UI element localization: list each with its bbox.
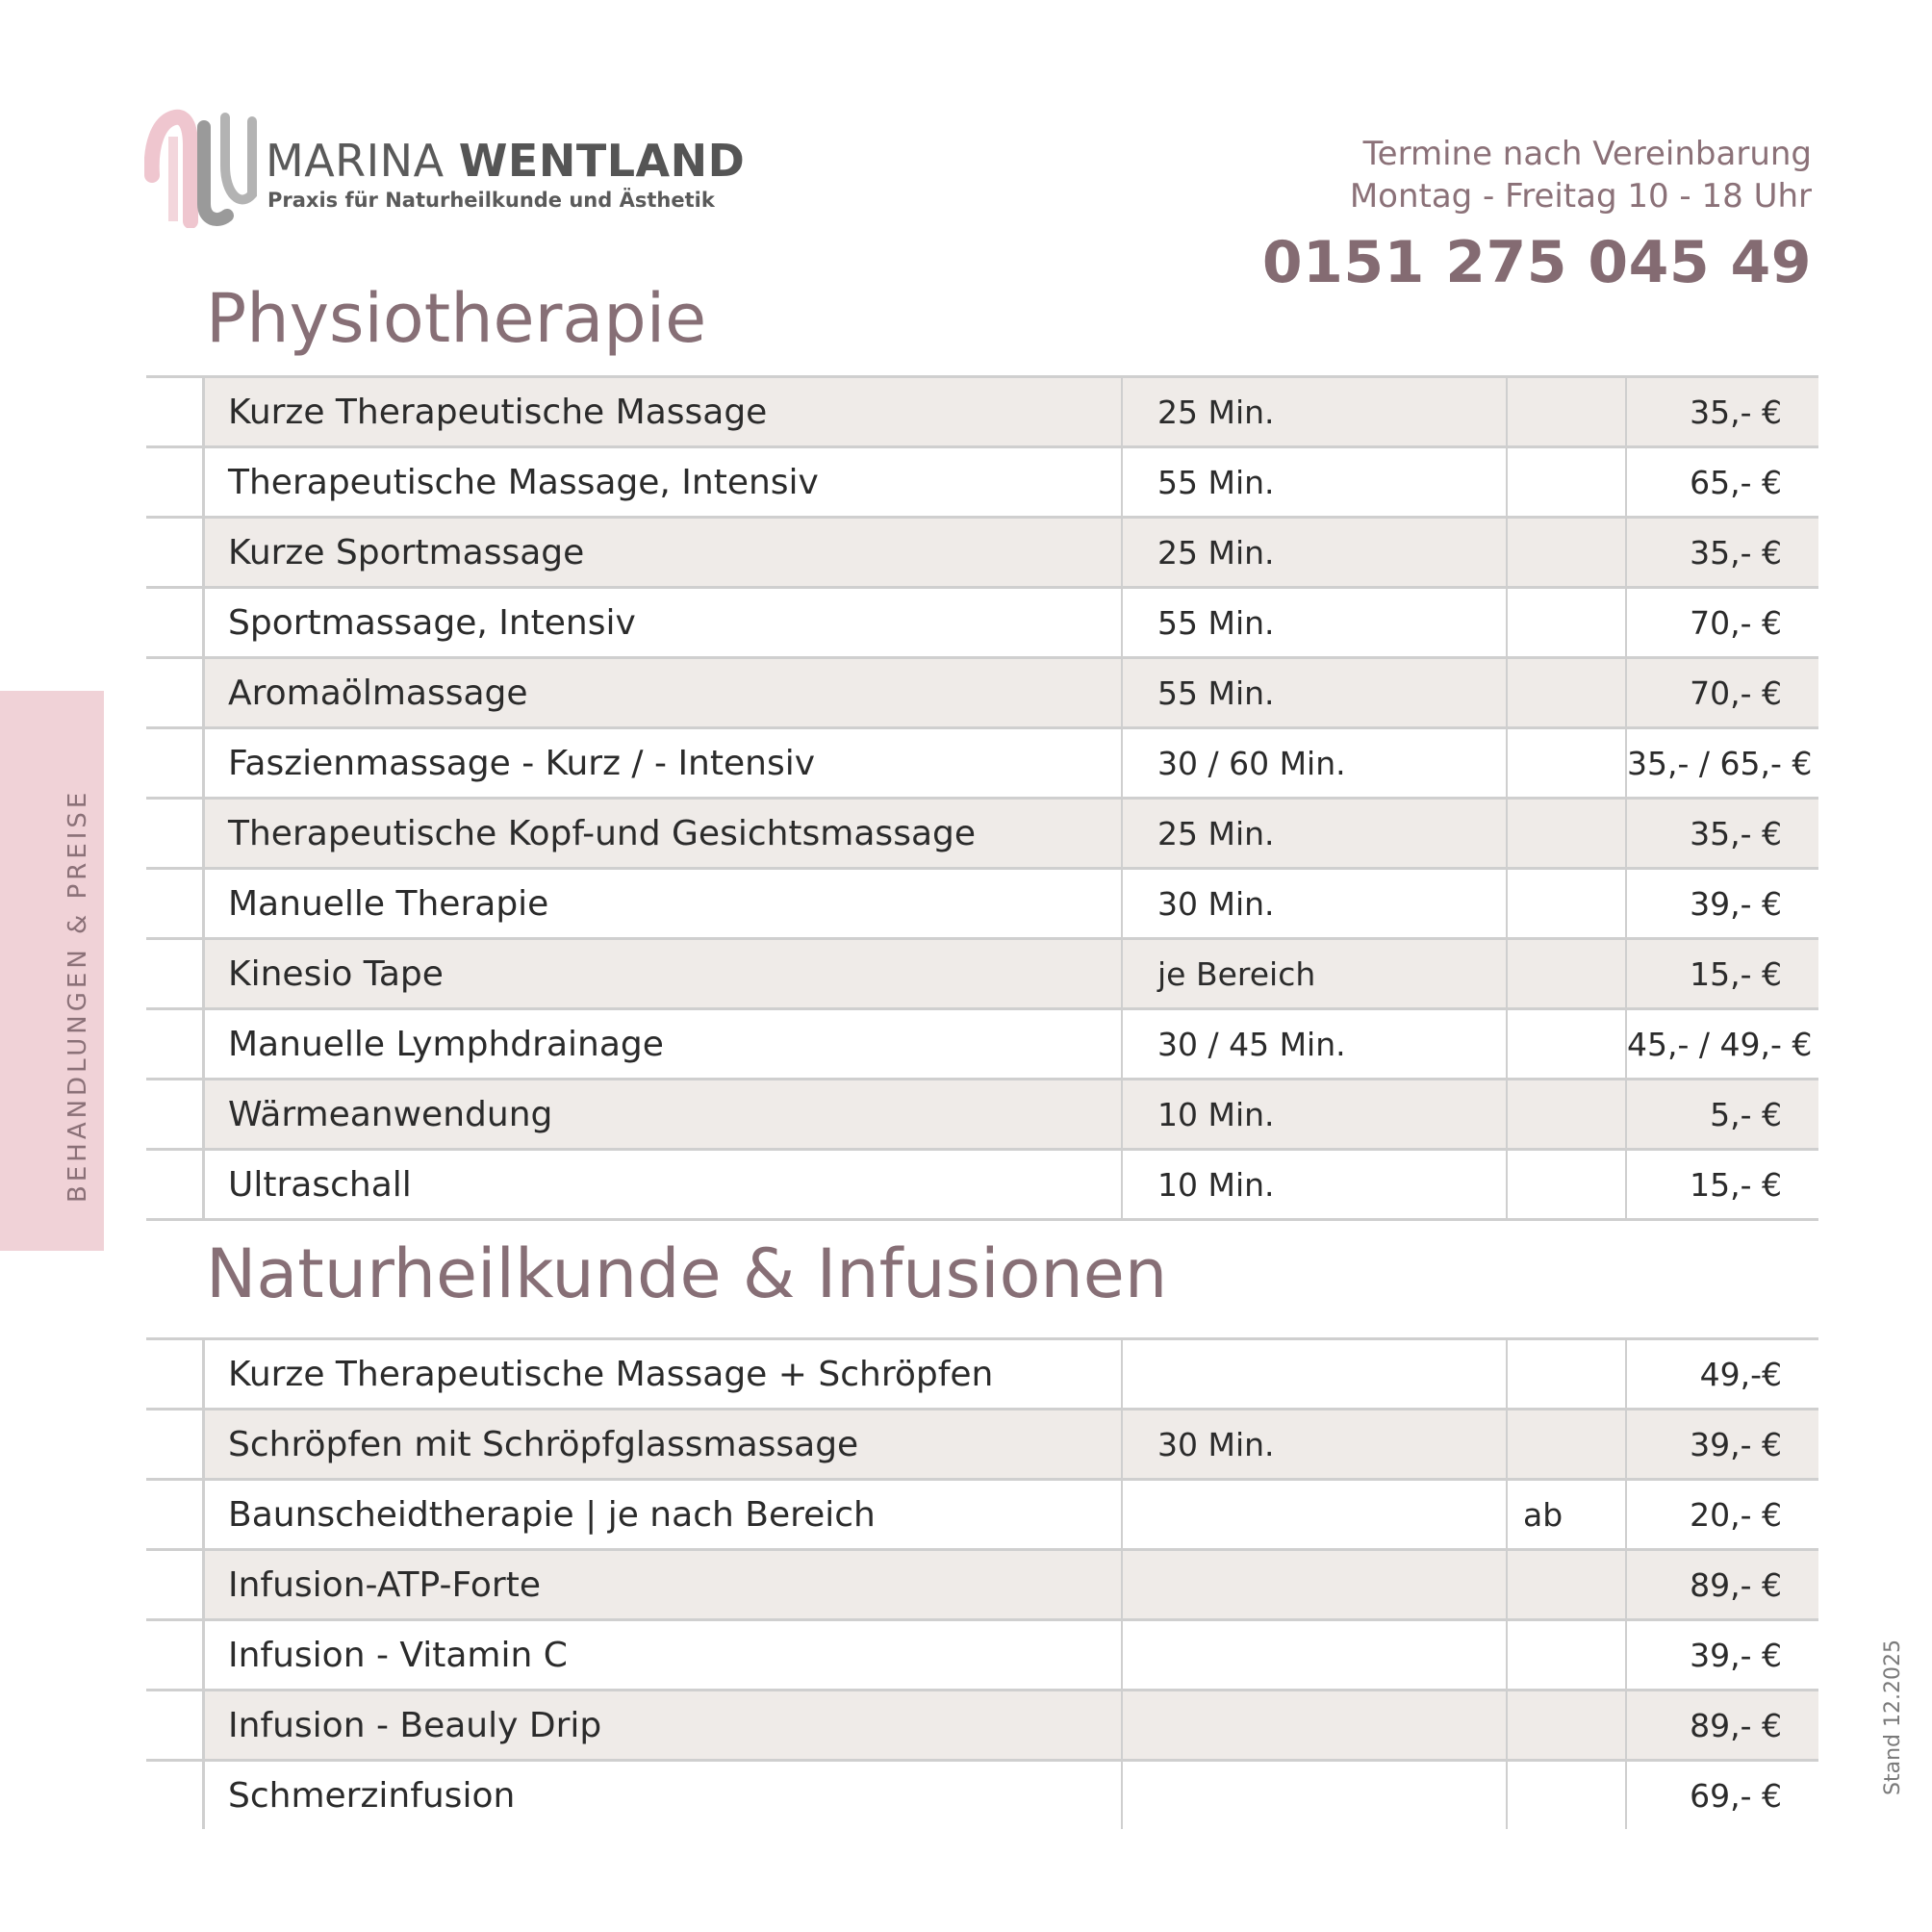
- treatment-price: 15,- €: [1626, 1150, 1818, 1220]
- treatment-duration: 25 Min.: [1122, 799, 1507, 869]
- treatment-duration: je Bereich: [1122, 939, 1507, 1009]
- treatment-name: Kurze Sportmassage: [204, 518, 1123, 588]
- treatment-price: 70,- €: [1626, 588, 1818, 658]
- treatment-duration: 25 Min.: [1122, 518, 1507, 588]
- contact-block: [1262, 133, 1812, 296]
- treatment-price: 20,- €: [1626, 1480, 1818, 1550]
- treatment-price: 45,- / 49,- €: [1626, 1009, 1818, 1080]
- treatment-name: Infusion - Vitamin C: [204, 1620, 1123, 1690]
- price-row: [146, 1009, 1818, 1080]
- price-prefix: [1507, 939, 1626, 1009]
- row-spacer: [146, 1009, 204, 1080]
- treatment-price: 35,- €: [1626, 799, 1818, 869]
- treatment-duration: [1122, 1339, 1507, 1410]
- row-spacer: [146, 518, 204, 588]
- price-prefix: [1507, 1550, 1626, 1620]
- price-prefix: [1507, 377, 1626, 447]
- brand-logo: [144, 108, 760, 233]
- treatment-duration: [1122, 1550, 1507, 1620]
- price-prefix: [1507, 1620, 1626, 1690]
- section-title-physiotherapie: Physiotherapie: [206, 279, 707, 358]
- row-spacer: [146, 588, 204, 658]
- treatment-duration: [1122, 1620, 1507, 1690]
- treatment-name: Therapeutische Massage, Intensiv: [204, 447, 1123, 518]
- row-spacer: [146, 1080, 204, 1150]
- treatment-duration: 55 Min.: [1122, 588, 1507, 658]
- treatment-price: 35,- €: [1626, 377, 1818, 447]
- price-prefix: [1507, 1150, 1626, 1220]
- price-row: [146, 939, 1818, 1009]
- price-table-physiotherapie: [146, 375, 1818, 1221]
- row-spacer: [146, 1761, 204, 1830]
- treatment-name: Schröpfen mit Schröpfglassmassage: [204, 1410, 1123, 1480]
- brand-subtitle: Praxis für Naturheilkunde und Ästhetik: [267, 189, 715, 212]
- treatment-price: 35,- / 65,- €: [1626, 728, 1818, 799]
- price-row: [146, 377, 1818, 447]
- price-row: [146, 1080, 1818, 1150]
- price-table-naturheilkunde: [146, 1337, 1818, 1829]
- treatment-name: Infusion - Beauly Drip: [204, 1690, 1123, 1761]
- row-spacer: [146, 658, 204, 728]
- treatment-name: Therapeutische Kopf-und Gesichtsmassage: [204, 799, 1123, 869]
- treatment-name: Kurze Therapeutische Massage: [204, 377, 1123, 447]
- row-spacer: [146, 1339, 204, 1410]
- price-row: [146, 799, 1818, 869]
- price-row: [146, 1480, 1818, 1550]
- treatment-price: 69,- €: [1690, 1776, 1782, 1815]
- treatment-name: Baunscheidtherapie | je nach Bereich: [204, 1480, 1123, 1550]
- treatment-duration: [1122, 1761, 1507, 1830]
- treatment-name: Kurze Therapeutische Massage + Schröpfen: [204, 1339, 1123, 1410]
- price-prefix: [1507, 447, 1626, 518]
- treatment-price: 89,- €: [1626, 1550, 1818, 1620]
- price-prefix: [1507, 658, 1626, 728]
- row-spacer: [146, 1480, 204, 1550]
- treatment-price: 35,- €: [1626, 518, 1818, 588]
- price-row: [146, 1150, 1818, 1220]
- price-row: [146, 1410, 1818, 1480]
- treatment-name: Manuelle Therapie: [204, 869, 1123, 939]
- treatment-name: Aromaölmassage: [204, 658, 1123, 728]
- treatment-price: 39,- €: [1626, 1620, 1818, 1690]
- treatment-duration: 10 Min.: [1122, 1080, 1507, 1150]
- row-spacer: [146, 1620, 204, 1690]
- treatment-duration: 25 Min.: [1122, 377, 1507, 447]
- price-prefix: [1507, 1690, 1626, 1761]
- treatment-duration: 30 / 45 Min.: [1122, 1009, 1507, 1080]
- price-prefix: [1507, 728, 1626, 799]
- row-spacer: [146, 1550, 204, 1620]
- price-row: [146, 518, 1818, 588]
- treatment-name: Faszienmassage - Kurz / - Intensiv: [204, 728, 1123, 799]
- price-row: [146, 1761, 1818, 1830]
- treatment-duration: 55 Min.: [1122, 447, 1507, 518]
- row-spacer: [146, 1690, 204, 1761]
- brand-name: MARINA WENTLAND: [266, 135, 746, 187]
- treatment-price: 5,- €: [1626, 1080, 1818, 1150]
- price-row: [146, 588, 1818, 658]
- logo-mark-icon: [144, 108, 258, 228]
- price-prefix: [1507, 1080, 1626, 1150]
- treatment-price: 65,- €: [1626, 447, 1818, 518]
- section-title-naturheilkunde: Naturheilkunde & Infusionen: [206, 1234, 1168, 1313]
- side-tab-label: BEHANDLUNGEN & PREISE: [64, 788, 92, 1203]
- treatment-name: Ultraschall: [204, 1150, 1123, 1220]
- price-prefix: [1507, 1410, 1626, 1480]
- treatment-duration: 10 Min.: [1122, 1150, 1507, 1220]
- price-prefix: [1507, 588, 1626, 658]
- price-row: [146, 1690, 1818, 1761]
- price-row: [146, 728, 1818, 799]
- price-prefix: [1507, 1339, 1626, 1410]
- row-spacer: [146, 377, 204, 447]
- treatment-name: Manuelle Lymphdrainage: [204, 1009, 1123, 1080]
- price-prefix: [1507, 1009, 1626, 1080]
- price-prefix: [1507, 1761, 1626, 1830]
- price-row: [146, 658, 1818, 728]
- price-prefix: [1507, 799, 1626, 869]
- treatment-price: 39,- €: [1626, 869, 1818, 939]
- row-spacer: [146, 869, 204, 939]
- opening-hours: Montag - Freitag 10 - 18 Uhr: [1349, 177, 1812, 216]
- treatment-price: 70,- €: [1626, 658, 1818, 728]
- price-prefix: [1507, 869, 1626, 939]
- treatment-name: Wärmeanwendung: [204, 1080, 1123, 1150]
- row-spacer: [146, 799, 204, 869]
- treatment-duration: [1122, 1690, 1507, 1761]
- row-spacer: [146, 447, 204, 518]
- phone-number: 0151 275 045 49: [1261, 229, 1812, 296]
- stand-date: Stand 12.2025: [1881, 1640, 1905, 1795]
- treatment-name: Sportmassage, Intensiv: [204, 588, 1123, 658]
- appointment-note: Termine nach Vereinbarung: [1362, 135, 1812, 173]
- price-row: [146, 1620, 1818, 1690]
- treatment-name: Kinesio Tape: [204, 939, 1123, 1009]
- treatment-duration: [1122, 1480, 1507, 1550]
- price-row: [146, 1550, 1818, 1620]
- row-spacer: [146, 939, 204, 1009]
- treatment-duration: 30 / 60 Min.: [1122, 728, 1507, 799]
- row-spacer: [146, 728, 204, 799]
- price-row: [146, 869, 1818, 939]
- price-prefix: ab: [1507, 1480, 1626, 1550]
- treatment-duration: 30 Min.: [1122, 869, 1507, 939]
- price-row: [146, 1339, 1818, 1410]
- row-spacer: [146, 1150, 204, 1220]
- treatment-name: Infusion-ATP-Forte: [204, 1550, 1123, 1620]
- row-spacer: [146, 1410, 204, 1480]
- treatment-price: 89,- €: [1626, 1690, 1818, 1761]
- treatment-duration: 55 Min.: [1122, 658, 1507, 728]
- price-row: [146, 447, 1818, 518]
- treatment-price: 15,- €: [1626, 939, 1818, 1009]
- treatment-name: Schmerzinfusion: [204, 1761, 1123, 1830]
- treatment-price: 39,- €: [1626, 1410, 1818, 1480]
- price-prefix: [1507, 518, 1626, 588]
- treatment-price: 49,-€: [1626, 1339, 1818, 1410]
- treatment-duration: 30 Min.: [1122, 1410, 1507, 1480]
